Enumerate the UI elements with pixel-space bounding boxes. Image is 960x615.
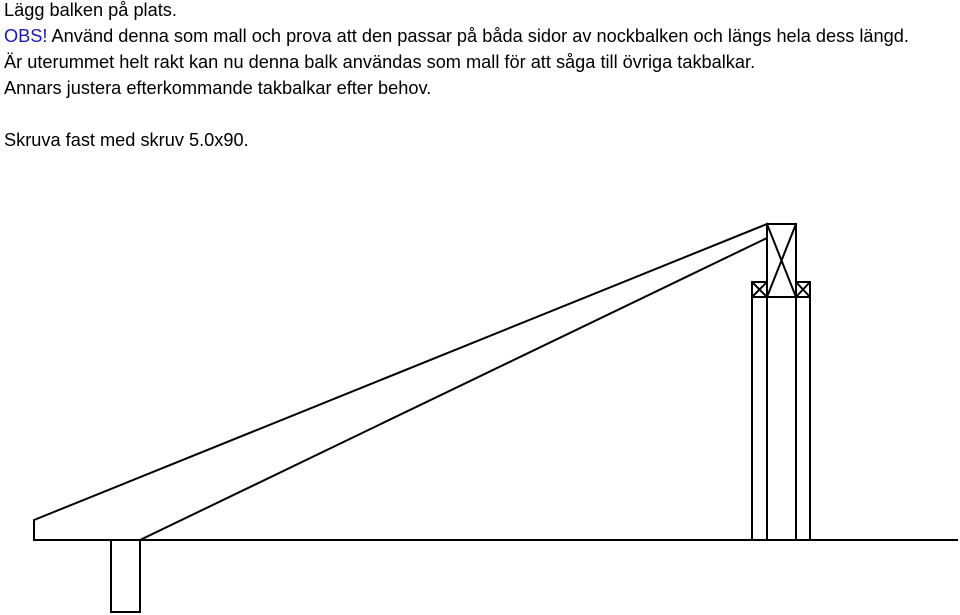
rafter-beam bbox=[34, 224, 767, 540]
obs-text: Använd denna som mall och prova att den passar på båda sidor av nockbalken och längs hela dess längd. bbox=[47, 26, 909, 46]
instruction-line-place-beam: Lägg balken på plats. bbox=[4, 0, 177, 20]
instruction-line-adjust: Annars justera efterkommande takbalkar efter behov. bbox=[4, 78, 432, 98]
left-support-post bbox=[111, 540, 140, 612]
instruction-line-screw: Skruva fast med skruv 5.0x90. bbox=[4, 130, 249, 150]
instruction-line-template: Är uterummet helt rakt kan nu denna balk användas som mall för att såga till övriga takbalkar. bbox=[4, 52, 756, 72]
obs-label: OBS! bbox=[4, 26, 48, 46]
